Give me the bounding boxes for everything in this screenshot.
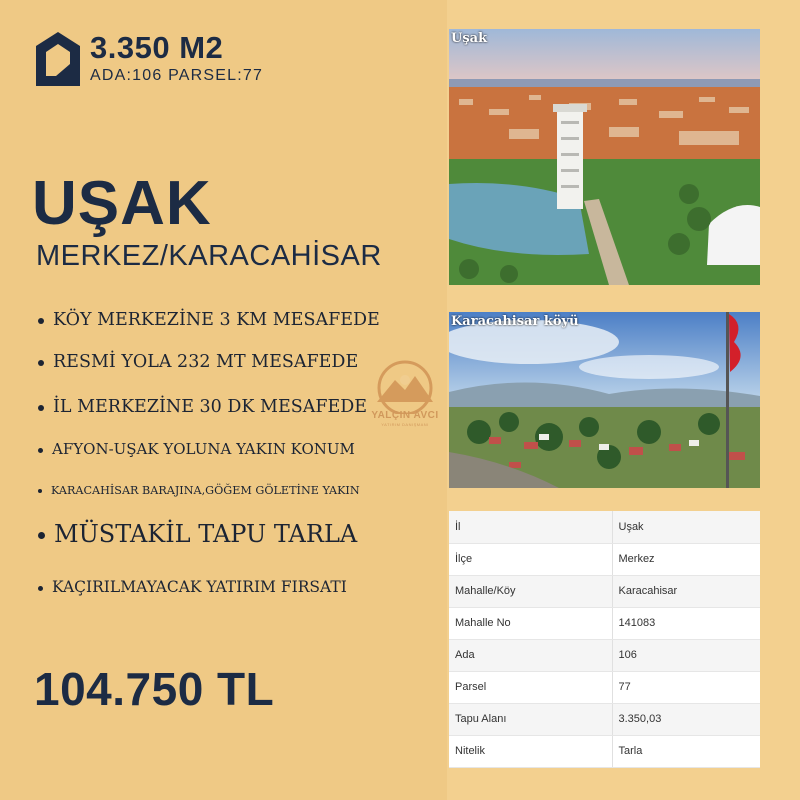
table-value: 77 <box>612 671 760 703</box>
table-value: Tarla <box>612 735 760 767</box>
parcel-info-body <box>449 511 760 767</box>
watermark-logo <box>355 358 455 448</box>
table-value: 106 <box>612 639 760 671</box>
photo-caption: Karacahisar köyü <box>451 314 579 329</box>
bullet-icon <box>38 405 44 411</box>
table-key: Parsel <box>449 671 612 703</box>
feature-item <box>38 397 367 417</box>
photo-usak <box>449 29 760 285</box>
watermark-tagline: YATIRIM DANIŞMANI <box>381 422 429 427</box>
feature-item <box>38 520 357 548</box>
table-row <box>449 735 760 767</box>
feature-item <box>38 440 355 458</box>
city-title: UŞAK <box>32 169 212 238</box>
photo-caption: Uşak <box>451 31 488 46</box>
feature-text: KARACAHİSAR BARAJINA,GÖĞEM GÖLETİNE YAKIN <box>51 484 360 497</box>
table-key: Nitelik <box>449 735 612 767</box>
feature-text: KÖY MERKEZİNE 3 KM MESAFEDE <box>53 310 380 330</box>
parcel-info-table <box>449 511 760 768</box>
area-title: 3.350 M2 <box>90 30 224 65</box>
feature-text: İL MERKEZİNE 30 DK MESAFEDE <box>53 397 368 417</box>
feature-item <box>38 310 380 330</box>
table-key: Ada <box>449 639 612 671</box>
table-value: Uşak <box>612 511 760 543</box>
bullet-icon <box>38 532 45 539</box>
watermark-name: YALÇIN AVCI <box>371 410 439 421</box>
bullet-icon <box>38 360 44 366</box>
feature-item <box>38 484 360 497</box>
table-row <box>449 703 760 735</box>
table-value: Merkez <box>612 543 760 575</box>
feature-item <box>38 352 358 372</box>
village-photo-image <box>449 312 760 488</box>
feature-text: KAÇIRILMAYACAK YATIRIM FIRSATI <box>52 578 347 596</box>
table-row <box>449 575 760 607</box>
city-photo-image <box>449 29 760 285</box>
table-key: Tapu Alanı <box>449 703 612 735</box>
feature-text: MÜSTAKİL TAPU TARLA <box>54 520 358 548</box>
bullet-icon <box>38 489 42 493</box>
table-row <box>449 607 760 639</box>
district-title: MERKEZ/KARACAHİSAR <box>36 240 382 272</box>
table-value: 3.350,03 <box>612 703 760 735</box>
table-row <box>449 511 760 543</box>
table-key: Mahalle/Köy <box>449 575 612 607</box>
bullet-icon <box>38 586 43 591</box>
table-key: İlçe <box>449 543 612 575</box>
table-key: İl <box>449 511 612 543</box>
table-value: 141083 <box>612 607 760 639</box>
watermark-icon <box>355 358 455 414</box>
ada-parsel-label: ADA:106 PARSEL:77 <box>90 67 264 84</box>
photo-karacahisar <box>449 312 760 488</box>
feature-item <box>38 578 347 596</box>
bullet-icon <box>38 448 43 453</box>
table-value: Karacahisar <box>612 575 760 607</box>
table-row <box>449 671 760 703</box>
table-row <box>449 639 760 671</box>
bullet-icon <box>38 318 44 324</box>
feature-text: RESMİ YOLA 232 MT MESAFEDE <box>53 352 359 372</box>
feature-text: AFYON-UŞAK YOLUNA YAKIN KONUM <box>52 440 355 458</box>
table-row <box>449 543 760 575</box>
house-icon <box>34 30 82 88</box>
table-key: Mahalle No <box>449 607 612 639</box>
price: 104.750 TL <box>34 663 275 715</box>
